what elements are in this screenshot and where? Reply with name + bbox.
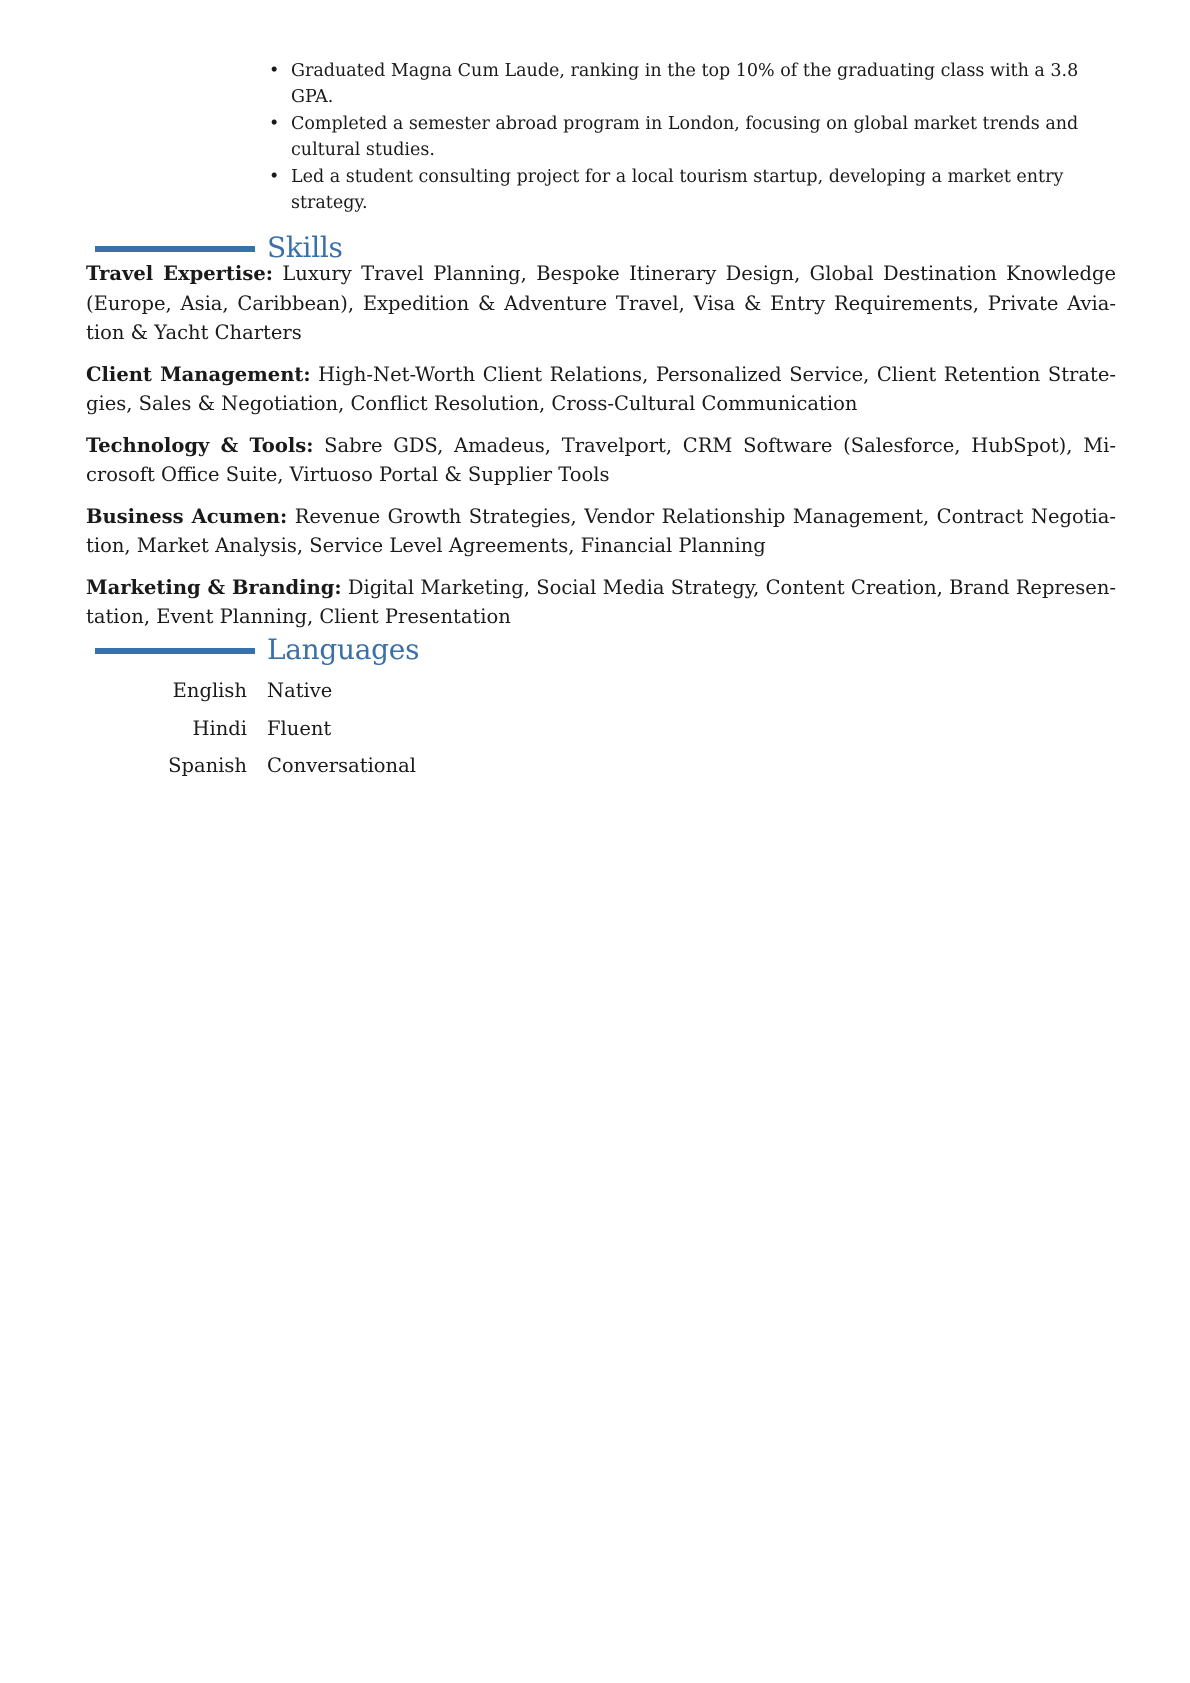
skill-paragraph [86,573,1116,632]
table-row [120,747,416,785]
language-name: Spanish [168,754,247,777]
section-title: Skills [267,230,343,264]
skill-paragraph [86,431,1116,490]
skill-paragraph [86,259,1116,348]
list-item [268,111,1098,163]
list-item [268,164,1098,216]
highlight-text: Graduated Magna Cum Laude, ranking in the top 10% of the graduating class with a 3.8 GPA. [291,61,1079,107]
skill-label: Travel Expertise: [86,262,273,285]
highlight-text: Led a student consulting project for a local tourism startup, developing a market entry strategy. [291,167,1064,213]
table-row [120,710,416,748]
skill-text: Luxury Travel Planning, Bespoke Itinerary Design, Global Destination Knowledge (Europe, Asia, Caribbean), Expedition & Adventure Travel, Visa & Entry Requirements, Private Aviation & Yacht Charters [86,262,1116,344]
languages-table [120,672,416,785]
skill-label: Business Acumen: [86,504,288,528]
section-rule [95,648,255,654]
skill-text: Sabre GDS, Amadeus, Travelport, CRM Software (Salesforce, HubSpot), Microsoft Office Suite, Virtuoso Portal & Supplier Tools [86,433,1116,486]
skill-text: Revenue Growth Strategies, Vendor Relationship Management, Contract Negotiation, Market Analysis, Service Level Agreements, Financial Planning [86,504,1117,557]
highlight-text: Completed a semester abroad program in London, focusing on global market trends and cultural studies. [291,114,1079,160]
bullet-icon: • [269,114,280,134]
skill-label: Client Management: [86,362,311,386]
skill-label: Marketing & Branding: [86,575,342,599]
skill-text: Digital Marketing, Social Media Strategy, Content Creation, Brand Representation, Event Planning, Client Presentation [86,575,1116,628]
section-title: Languages [267,632,420,666]
education-highlights-list [268,58,1098,217]
language-name: English [172,679,247,702]
languages-section-heading [95,632,419,666]
skill-paragraph [86,360,1116,419]
language-level: Native [267,679,333,702]
language-level: Conversational [267,754,416,777]
skill-paragraph [86,502,1116,561]
table-row [120,672,416,710]
skills-list [86,259,1116,644]
language-name: Hindi [192,716,247,740]
skill-text: High-Net-Worth Client Relations, Personalized Service, Client Retention Strategies, Sales & Negotiation, Conflict Resolution, Cross-Cultural Communication [86,362,1116,415]
language-level: Fluent [267,716,332,740]
list-item [268,58,1098,110]
skill-label: Technology & Tools: [86,433,314,457]
bullet-icon: • [269,167,280,187]
section-rule [95,246,255,252]
bullet-icon: • [269,61,280,81]
